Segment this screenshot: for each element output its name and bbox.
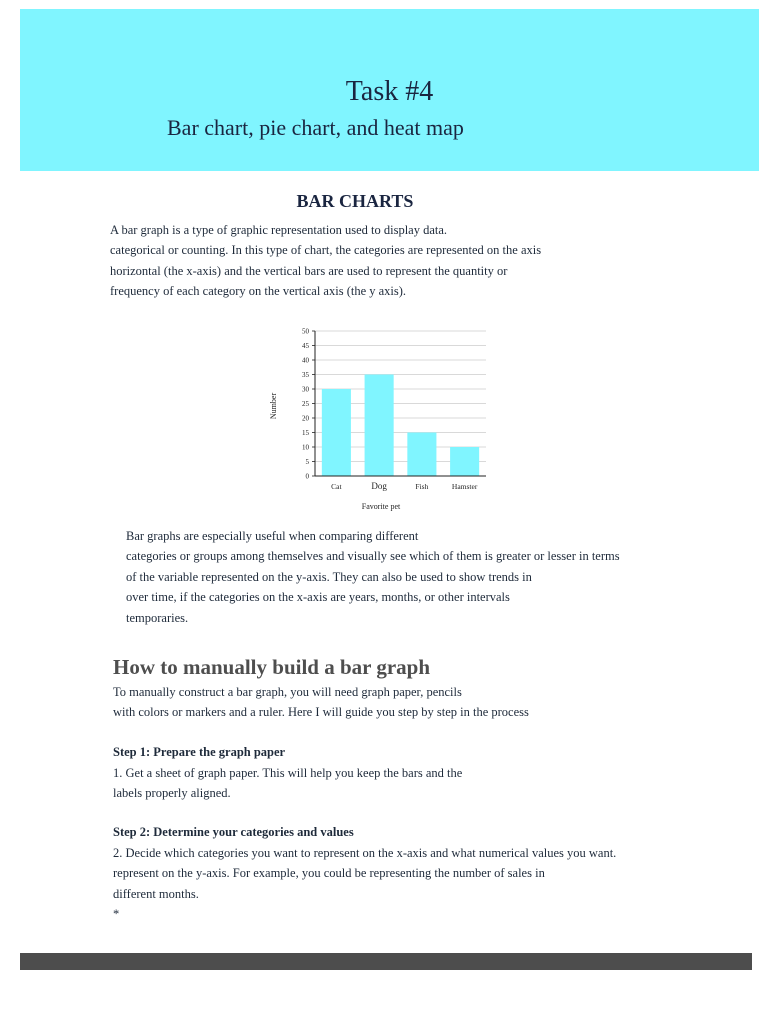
paragraph-line: Bar graphs are especially useful when comparing different	[126, 529, 419, 543]
paragraph-line: different months.	[113, 886, 199, 901]
y-tick-label: 0	[305, 472, 309, 481]
paragraph-line: of the variable represented on the y-axis. They can also be used to show trends in	[126, 569, 532, 584]
x-tick-labels	[331, 481, 478, 491]
how-to-intro	[113, 682, 529, 723]
paragraph-line: represent on the y-axis. For example, you could be representing the number of sales in	[113, 866, 545, 881]
bar-dog	[365, 375, 394, 477]
footer-bar	[20, 953, 752, 970]
y-tick-label: 35	[302, 371, 309, 379]
y-axis-label: Number	[269, 392, 278, 420]
y-tick-label: 45	[302, 342, 309, 350]
bar-hamster	[450, 447, 479, 476]
step-2-body	[113, 843, 616, 925]
paragraph-line: To manually construct a bar graph, you will need graph paper, pencils	[113, 685, 462, 699]
y-tick-label: 25	[302, 400, 309, 408]
page-title: Task #4	[345, 76, 434, 107]
y-tick-label: 50	[302, 327, 309, 336]
paragraph-line: horizontal (the x-axis) and the vertical bars are used to represent the quantity or	[110, 263, 508, 278]
y-tick-label: 15	[302, 429, 309, 437]
x-axis-label: Favorite pet	[361, 502, 401, 511]
paragraph-line: A bar graph is a type of graphic representation used to display data.	[110, 223, 448, 237]
y-tick-label: 10	[302, 443, 309, 452]
paragraph-line: categorical or counting. In this type of chart, the categories are represented on the axis	[110, 243, 542, 258]
x-tick-label: Dog	[371, 481, 387, 491]
paragraph-line: over time, if the categories on the x-axis are years, months, or other intervals	[126, 590, 510, 605]
paragraph-line: 2. Decide which categories you want to represent on the x-axis and what numerical values you want.	[113, 846, 617, 860]
x-tick-label: Fish	[415, 482, 429, 491]
bar-chart	[260, 320, 500, 520]
bar-cat	[322, 389, 351, 476]
y-tick-labels	[302, 328, 310, 481]
chart-bars	[322, 375, 479, 477]
step-1-body	[113, 763, 462, 804]
paragraph-line: labels properly aligned.	[113, 786, 231, 801]
paragraph-line: *	[113, 907, 120, 922]
step-1-title: Step 1: Prepare the graph paper	[113, 745, 286, 759]
step-2-title: Step 2: Determine your categories and values	[113, 825, 354, 839]
header-banner	[20, 9, 759, 171]
paragraph-line: with colors or markers and a ruler. Here I will guide you step by step in the process	[113, 705, 529, 720]
y-tick-label: 40	[302, 356, 309, 365]
paragraph-line: frequency of each category on the vertical axis (the y axis).	[110, 284, 407, 299]
paragraph-line: categories or groups among themselves and visually see which of them is greater or lesser in terms	[126, 549, 620, 564]
paragraph-line: temporaries.	[126, 610, 189, 625]
y-tick-label: 30	[302, 385, 309, 394]
intro-paragraph	[110, 220, 541, 302]
y-tick-label: 20	[302, 414, 309, 423]
bar-charts-heading: BAR CHARTS	[296, 191, 414, 211]
usage-paragraph	[126, 526, 620, 628]
page-subtitle: Bar chart, pie chart, and heat map	[167, 115, 464, 140]
y-tick-label: 5	[305, 458, 309, 466]
bar-fish	[407, 433, 436, 477]
x-tick-label: Hamster	[451, 482, 478, 491]
how-to-heading: How to manually build a bar graph	[113, 655, 431, 679]
paragraph-line: 1. Get a sheet of graph paper. This will help you keep the bars and the	[113, 766, 463, 780]
x-tick-label: Cat	[331, 482, 342, 491]
